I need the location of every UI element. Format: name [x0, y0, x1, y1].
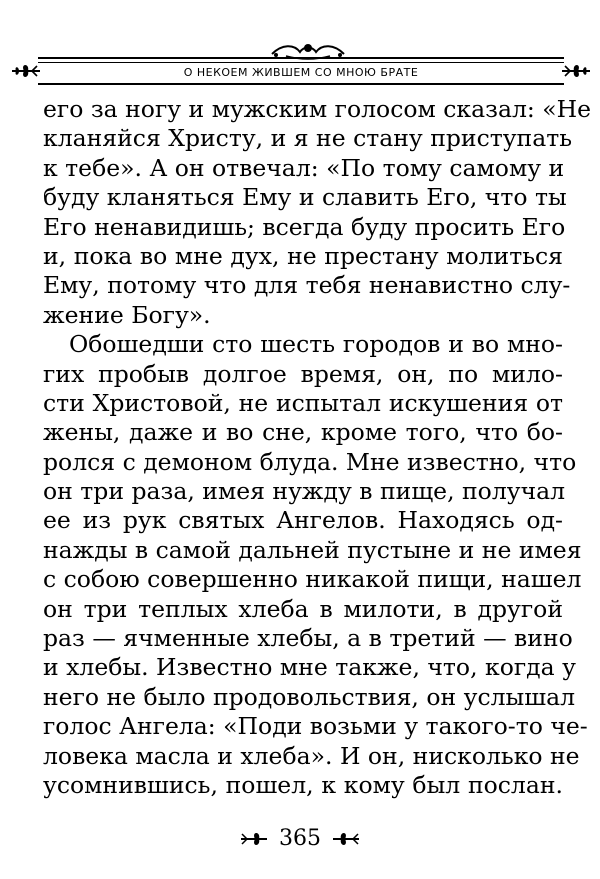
- page-footer: [0, 826, 600, 866]
- right-footer-fleuron-icon: [331, 829, 361, 849]
- text-line: него не было продовольствия, он услышал: [43, 682, 576, 711]
- text-line: Его ненавидишь; всегда буду просить Его: [43, 212, 566, 241]
- text-line: усомнившись, пошел, к кому был послан.: [43, 770, 563, 799]
- text-line: нажды в самой дальней пустыне и не имея: [43, 535, 582, 564]
- text-line: раз — ячменные хлебы, а в третий — вино: [43, 624, 573, 653]
- body-text: [43, 95, 592, 800]
- text-line: кланяйся Христу, и я не стану приступать: [43, 124, 573, 153]
- text-line: его за ногу и мужским голосом сказал: «Не: [43, 95, 592, 123]
- right-fleuron-icon: [560, 60, 592, 82]
- page-number: 365: [279, 826, 321, 851]
- text-line: Обошедши сто шесть городов и во мно-: [69, 330, 563, 359]
- text-line: буду кланяться Ему и славить Его, что ты: [43, 183, 567, 212]
- text-line: Ему, потому что для тебя ненавистно слу-: [43, 271, 571, 300]
- text-line: гих пробыв долгое время, он, по мило-: [43, 359, 563, 388]
- text-line: он три раза, имея нужду в пище, получал: [43, 477, 566, 506]
- text-line: с собою совершенно никакой пищи, нашел: [43, 565, 582, 594]
- running-title: О НЕКОЕМ ЖИВШЕМ СО МНОЮ БРАТЕ: [183, 66, 419, 79]
- text-line: он три теплых хлеба в милоти, в другой: [43, 594, 563, 623]
- text-line: сти Христовой, не испытал искушения от: [43, 388, 563, 417]
- text-line: жение Богу».: [43, 300, 211, 329]
- text-line: голос Ангела: «Поди возьми у такого-то че-: [43, 712, 588, 741]
- running-header: [10, 40, 592, 90]
- text-line: ролся с демоном блуда. Мне известно, что: [43, 447, 577, 476]
- header-frame: [38, 57, 564, 85]
- text-line: ее из рук святых Ангелов. Находясь од-: [43, 506, 563, 535]
- text-line: и, пока во мне дух, не престану молиться: [43, 241, 563, 270]
- left-footer-fleuron-icon: [239, 829, 269, 849]
- text-line: и хлебы. Известно мне также, что, когда у: [43, 653, 576, 682]
- text-line: жены, даже и во сне, кроме того, что бо-: [43, 418, 563, 447]
- text-line: к тебе». А он отвечал: «По тому самому и: [43, 153, 565, 182]
- text-line: ловека масла и хлеба». И он, нисколько не: [43, 741, 580, 770]
